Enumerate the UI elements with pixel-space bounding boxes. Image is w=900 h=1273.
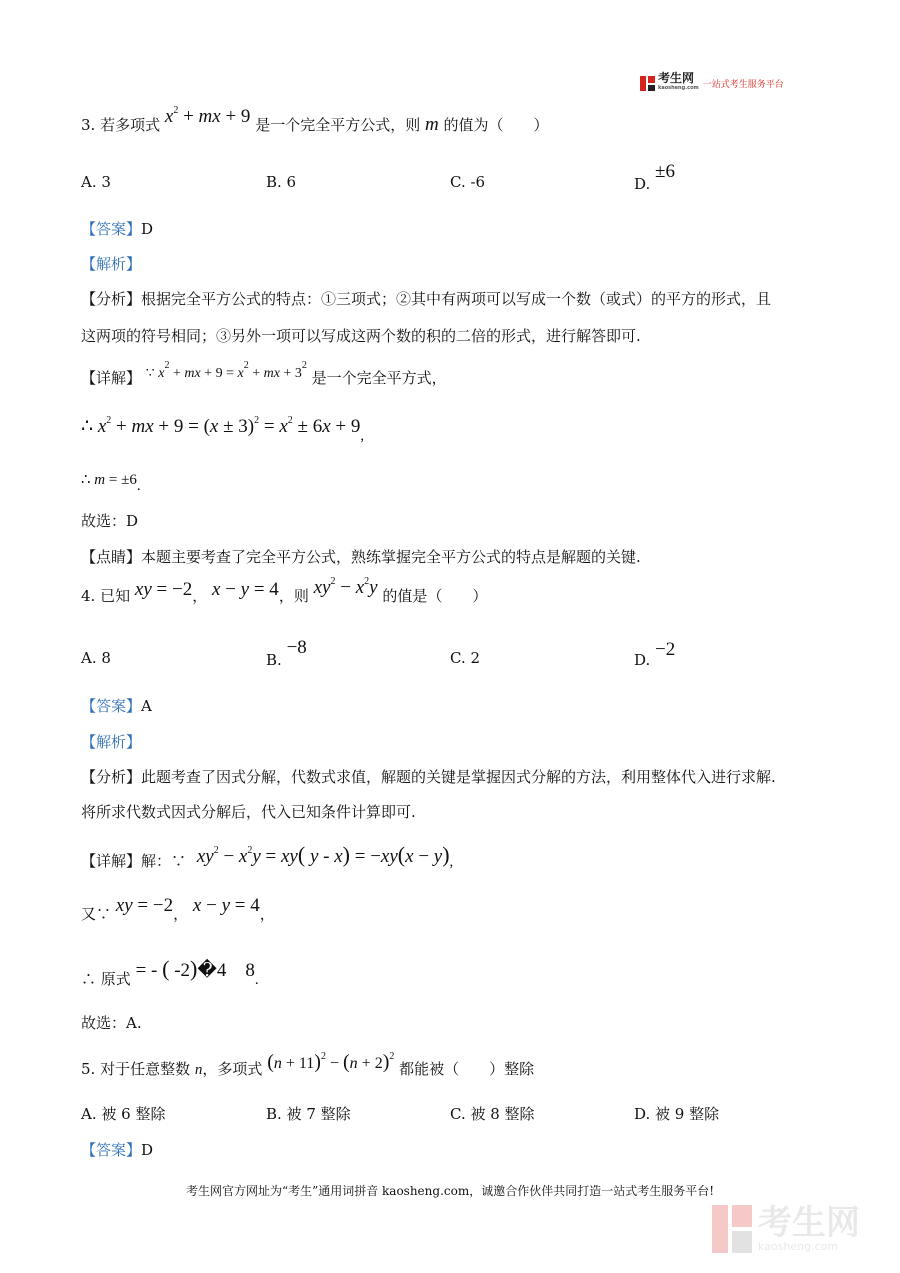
header-logo bbox=[640, 72, 784, 94]
q4-you: 又∵ xy = −2， x − y = 4， bbox=[81, 895, 275, 923]
q3-stem: 3. 若多项式 $x^2$ + mx + 9 是一个完全平方公式，则 m 的值为（ ） bbox=[81, 105, 549, 135]
q3-conclusion: 故选：D bbox=[81, 512, 139, 530]
q5-stem: 5. 对于任意整数 n，多项式 $(n + 11)^2 - (n + 2)^2$ 都能被（ ）整除 bbox=[81, 1051, 535, 1078]
q3-option-b: B. 6 bbox=[266, 173, 297, 191]
q4-option-a: A. 8 bbox=[81, 649, 111, 667]
logo-slogan: 一站式考生服务平台 bbox=[702, 79, 784, 90]
q4-analysis-tag: 【解析】 bbox=[81, 733, 142, 751]
q3-fenxi-line2: 这两项的符号相同；③另外一项可以写成这两个数的积的二倍的形式，进行解答即可. bbox=[81, 327, 641, 345]
q3-step-2: ∴ m = ±6. bbox=[81, 472, 141, 494]
watermark-logo bbox=[712, 1205, 860, 1253]
q4-conclusion: 故选：A. bbox=[81, 1014, 142, 1032]
q3-fenxi-line1: 【分析】根据完全平方公式的特点：①三项式；②其中有两项可以写成一个数（或式）的平方的形式，且 bbox=[81, 290, 772, 308]
q3-option-c: C. -6 bbox=[450, 173, 486, 191]
watermark-name: 考生网 bbox=[758, 1203, 860, 1243]
q4-xiangjie: 【详解】解：∵ $xy^2 - x^2y = xy$( y - x) = −xy(x − y), bbox=[81, 842, 454, 870]
logo-name: 考生网 bbox=[658, 71, 695, 85]
q4-fenxi-line1: 【分析】此题考查了因式分解，代数式求值，解题的关键是掌握因式分解的方法，利用整体代入进行求解. bbox=[81, 768, 776, 786]
q5-option-a: A. 被 6 整除 bbox=[81, 1105, 166, 1123]
q5-option-b: B. 被 7 整除 bbox=[266, 1105, 351, 1123]
q3-analysis-tag: 【解析】 bbox=[81, 255, 142, 273]
q3-polynomial: $x^2$ + mx + 9 bbox=[164, 105, 251, 127]
q4-option-d: D. −2 bbox=[634, 639, 676, 669]
q4-option-c: C. 2 bbox=[450, 649, 481, 667]
q4-answer: 【答案】A bbox=[81, 697, 152, 715]
q4-option-b: B. −8 bbox=[266, 637, 307, 669]
q4-yuanshi: ∴ 原式 = - ( -2)�4 8. bbox=[81, 956, 259, 988]
q4-stem: 4. 已知 xy = −2， x − y = 4，则 $xy^2 - x^2y$ 的值是（ ） bbox=[81, 576, 488, 605]
q4-fenxi-line2: 将所求代数式因式分解后，代入已知条件计算即可. bbox=[81, 803, 416, 821]
q5-answer: 【答案】D bbox=[81, 1141, 154, 1159]
q3-answer: 【答案】D bbox=[81, 220, 154, 238]
q3-dianjing: 【点睛】本题主要考查了完全平方公式，熟练掌握完全平方公式的特点是解题的关键. bbox=[81, 548, 641, 566]
watermark-domain: kaosheng.com bbox=[758, 1240, 839, 1253]
q3-step-1: ∴ $x^2$ + mx + $9 = (x \pm 3)^2 = x^2 \pm 6x + 9_,$ bbox=[81, 415, 365, 444]
watermark-mark-icon bbox=[712, 1205, 752, 1253]
q5-option-d: D. 被 9 整除 bbox=[634, 1105, 720, 1123]
footer-text: 考生网官方网址为“考生”通用词拼音 kaosheng.com，诚邀合作伙伴共同打造一站式考生服务平台! bbox=[185, 1184, 715, 1198]
logo-mark-icon bbox=[640, 76, 655, 91]
logo-domain: kaosheng.com bbox=[658, 85, 699, 91]
q3-option-d: D. ±6 bbox=[634, 161, 675, 193]
q3-xiangjie: 【详解】 ∵ $x^2$ + mx + $9 = x^2$ + mx + $3^2$ 是一个完全平方式， bbox=[81, 360, 447, 387]
q5-option-c: C. 被 8 整除 bbox=[450, 1105, 535, 1123]
q3-option-a: A. 3 bbox=[81, 173, 111, 191]
